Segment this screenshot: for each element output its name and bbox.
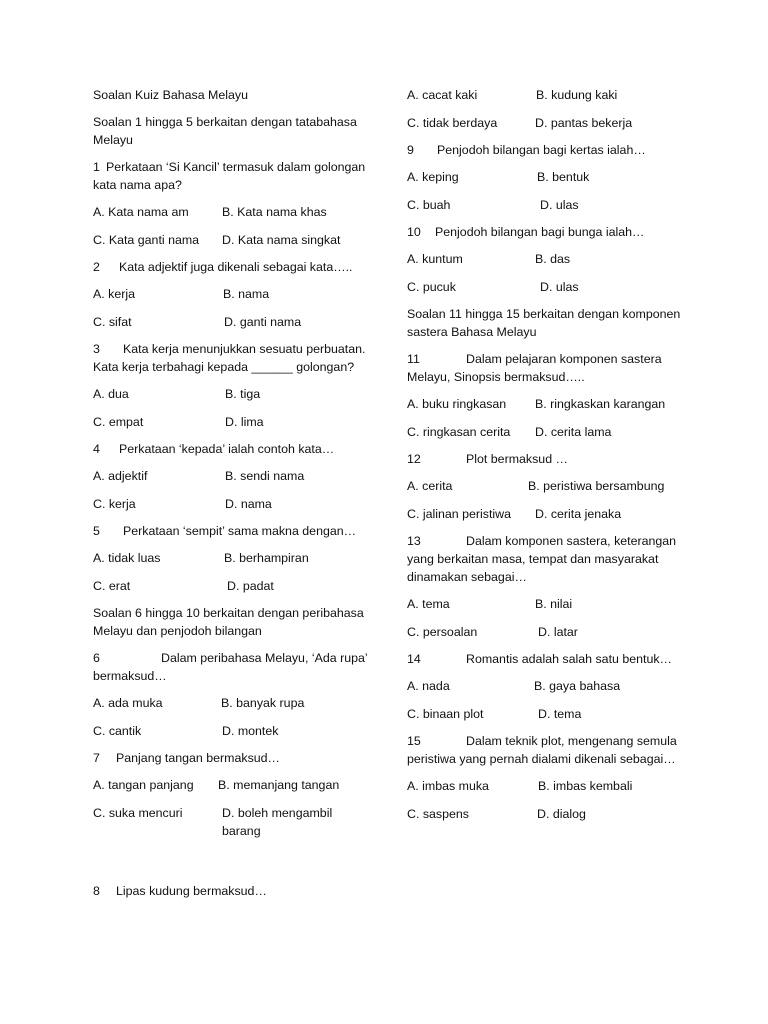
question-11 bbox=[407, 350, 697, 386]
option-d: D. Kata nama singkat bbox=[222, 232, 341, 247]
option-b: B. sendi nama bbox=[225, 469, 305, 483]
option-d: D. tema bbox=[538, 706, 582, 721]
option-b: B. bentuk bbox=[537, 170, 590, 184]
options-row bbox=[93, 413, 375, 431]
question-text: Penjodoh bilangan bagi kertas ialah… bbox=[437, 143, 646, 157]
question-text: Dalam peribahasa Melayu, ‘Ada rupa’ bermaksud… bbox=[93, 651, 368, 683]
question-text: Dalam komponen sastera, keterangan yang berkaitan masa, tempat dan masyarakat dinamakan sebagai… bbox=[407, 534, 677, 584]
options-row bbox=[407, 423, 697, 441]
option-d: D. ulas bbox=[540, 279, 579, 294]
options-row bbox=[93, 694, 375, 712]
option-a: A. ada muka bbox=[93, 696, 163, 710]
option-d: D. ulas bbox=[540, 197, 579, 212]
question-text: Lipas kudung bermaksud… bbox=[116, 884, 267, 898]
option-b: B. das bbox=[535, 252, 571, 266]
options-row bbox=[93, 467, 375, 485]
option-a: A. imbas muka bbox=[407, 779, 489, 793]
option-c: C. kerja bbox=[93, 496, 136, 511]
option-b: B. imbas kembali bbox=[538, 779, 633, 793]
option-b: B. peristiwa bersambung bbox=[528, 479, 665, 493]
section-heading-3: Soalan 11 hingga 15 berkaitan dengan komponen sastera Bahasa Melayu bbox=[407, 307, 681, 339]
question-8 bbox=[93, 882, 375, 900]
option-b: B. nama bbox=[223, 287, 270, 301]
question-text: Perkataan ‘kepada’ ialah contoh kata… bbox=[119, 442, 335, 456]
question-number: 11 bbox=[407, 352, 420, 366]
question-number: 13 bbox=[407, 534, 421, 548]
options-row bbox=[407, 114, 697, 132]
document-title: Soalan Kuiz Bahasa Melayu bbox=[93, 88, 248, 102]
option-c: C. buah bbox=[407, 197, 451, 212]
options-row bbox=[93, 722, 375, 740]
option-c: C. erat bbox=[93, 578, 131, 593]
option-a: A. adjektif bbox=[93, 469, 148, 483]
option-c: C. jalinan peristiwa bbox=[407, 506, 511, 521]
question-number: 10 bbox=[407, 225, 421, 239]
option-b: B. nilai bbox=[535, 597, 573, 611]
question-text: Panjang tangan bermaksud… bbox=[116, 751, 280, 765]
option-d: D. cerita jenaka bbox=[535, 506, 622, 521]
option-a: A. tangan panjang bbox=[93, 778, 194, 792]
option-a: A. cacat kaki bbox=[407, 88, 478, 102]
option-b: B. gaya bahasa bbox=[534, 679, 621, 693]
option-c: C. sifat bbox=[93, 314, 132, 329]
question-number: 4 bbox=[93, 442, 100, 456]
option-b: B. memanjang tangan bbox=[218, 778, 340, 792]
options-row bbox=[407, 278, 697, 296]
question-text: Penjodoh bilangan bagi bunga ialah… bbox=[435, 225, 645, 239]
question-text: Perkataan ‘sempit’ sama makna dengan… bbox=[123, 524, 357, 538]
option-a: A. keping bbox=[407, 170, 459, 184]
options-row bbox=[407, 168, 697, 186]
option-c: C. cantik bbox=[93, 723, 142, 738]
question-text: Dalam teknik plot, mengenang semula peristiwa yang pernah dialami dikenali sebagai… bbox=[407, 734, 677, 766]
options-row bbox=[93, 203, 375, 221]
option-a: A. dua bbox=[93, 387, 129, 401]
options-row bbox=[93, 549, 375, 567]
options-row bbox=[93, 231, 375, 249]
option-d: D. pantas bekerja bbox=[535, 115, 633, 130]
question-10 bbox=[407, 223, 697, 241]
option-b: B. tiga bbox=[225, 387, 261, 401]
option-d: D. dialog bbox=[537, 806, 586, 821]
option-a: A. kerja bbox=[93, 287, 136, 301]
section-heading-2: Soalan 6 hingga 10 berkaitan dengan peribahasa Melayu dan penjodoh bilangan bbox=[93, 606, 364, 638]
question-1 bbox=[93, 158, 375, 194]
option-a: A. tidak luas bbox=[93, 551, 161, 565]
question-number: 14 bbox=[407, 652, 421, 666]
options-row bbox=[407, 395, 697, 413]
left-column bbox=[93, 86, 375, 909]
question-number: 9 bbox=[407, 143, 414, 157]
question-9 bbox=[407, 141, 697, 159]
option-d: D. boleh mengambil barang bbox=[222, 805, 333, 838]
options-row bbox=[93, 385, 375, 403]
question-number: 2 bbox=[93, 260, 100, 274]
option-d: D. latar bbox=[538, 624, 578, 639]
question-12 bbox=[407, 450, 697, 468]
option-c: C. pucuk bbox=[407, 279, 456, 294]
question-6 bbox=[93, 649, 375, 685]
question-number: 6 bbox=[93, 651, 100, 665]
option-c: C. empat bbox=[93, 414, 144, 429]
option-d: D. cerita lama bbox=[535, 424, 612, 439]
options-row bbox=[407, 777, 697, 795]
option-c: C. saspens bbox=[407, 806, 469, 821]
option-c: C. persoalan bbox=[407, 624, 478, 639]
options-row bbox=[93, 495, 375, 513]
question-text: Plot bermaksud … bbox=[466, 452, 568, 466]
option-d: D. nama bbox=[225, 496, 272, 511]
options-row bbox=[93, 804, 375, 840]
option-d: D. montek bbox=[222, 723, 279, 738]
question-number: 12 bbox=[407, 452, 421, 466]
option-d: D. padat bbox=[227, 578, 274, 593]
option-b: B. Kata nama khas bbox=[222, 205, 327, 219]
question-number: 5 bbox=[93, 524, 100, 538]
question-4 bbox=[93, 440, 375, 458]
options-row bbox=[93, 577, 375, 595]
options-row bbox=[407, 250, 697, 268]
options-row bbox=[407, 505, 697, 523]
question-13 bbox=[407, 532, 697, 586]
question-5 bbox=[93, 522, 375, 540]
question-number: 8 bbox=[93, 884, 100, 898]
option-a: A. tema bbox=[407, 597, 450, 611]
question-number: 15 bbox=[407, 734, 421, 748]
options-row bbox=[407, 677, 697, 695]
options-row bbox=[407, 805, 697, 823]
option-c: C. Kata ganti nama bbox=[93, 232, 200, 247]
question-text: Dalam pelajaran komponen sastera Melayu, Sinopsis bermaksud….. bbox=[407, 352, 662, 384]
options-row bbox=[407, 595, 697, 613]
question-2 bbox=[93, 258, 375, 276]
options-row bbox=[93, 285, 375, 303]
spacer bbox=[93, 849, 375, 882]
option-a: A. buku ringkasan bbox=[407, 397, 507, 411]
question-number: 7 bbox=[93, 751, 100, 765]
section-heading-1: Soalan 1 hingga 5 berkaitan dengan tatabahasa Melayu bbox=[93, 115, 357, 147]
question-15 bbox=[407, 732, 697, 768]
question-7 bbox=[93, 749, 375, 767]
option-b: B. banyak rupa bbox=[221, 696, 305, 710]
options-row bbox=[93, 313, 375, 331]
question-3 bbox=[93, 340, 375, 376]
options-row bbox=[407, 705, 697, 723]
option-c: C. tidak berdaya bbox=[407, 115, 498, 130]
option-c: C. suka mencuri bbox=[93, 805, 183, 820]
options-row bbox=[407, 477, 697, 495]
right-column bbox=[407, 86, 697, 832]
option-c: C. binaan plot bbox=[407, 706, 484, 721]
option-a: A. nada bbox=[407, 679, 450, 693]
option-c: C. ringkasan cerita bbox=[407, 424, 511, 439]
option-b: B. ringkaskan karangan bbox=[535, 397, 666, 411]
question-text: Romantis adalah salah satu bentuk… bbox=[466, 652, 672, 666]
options-row bbox=[407, 623, 697, 641]
question-14 bbox=[407, 650, 697, 668]
options-row bbox=[407, 196, 697, 214]
question-number: 3 bbox=[93, 342, 100, 356]
option-d: D. ganti nama bbox=[224, 314, 302, 329]
option-d: D. lima bbox=[225, 414, 264, 429]
option-a: A. kuntum bbox=[407, 252, 463, 266]
option-a: A. Kata nama am bbox=[93, 205, 189, 219]
options-row bbox=[407, 86, 697, 104]
question-number: 1 bbox=[93, 160, 100, 174]
option-a: A. cerita bbox=[407, 479, 453, 493]
options-row bbox=[93, 776, 375, 794]
option-b: B. berhampiran bbox=[224, 551, 309, 565]
option-b: B. kudung kaki bbox=[536, 88, 618, 102]
question-text: Perkataan ‘Si Kancil’ termasuk dalam golongan kata nama apa? bbox=[93, 160, 366, 192]
question-text: Kata kerja menunjukkan sesuatu perbuatan. Kata kerja terbahagi kepada ______ golongan? bbox=[93, 342, 366, 374]
question-text: Kata adjektif juga dikenali sebagai kata….. bbox=[119, 260, 353, 274]
